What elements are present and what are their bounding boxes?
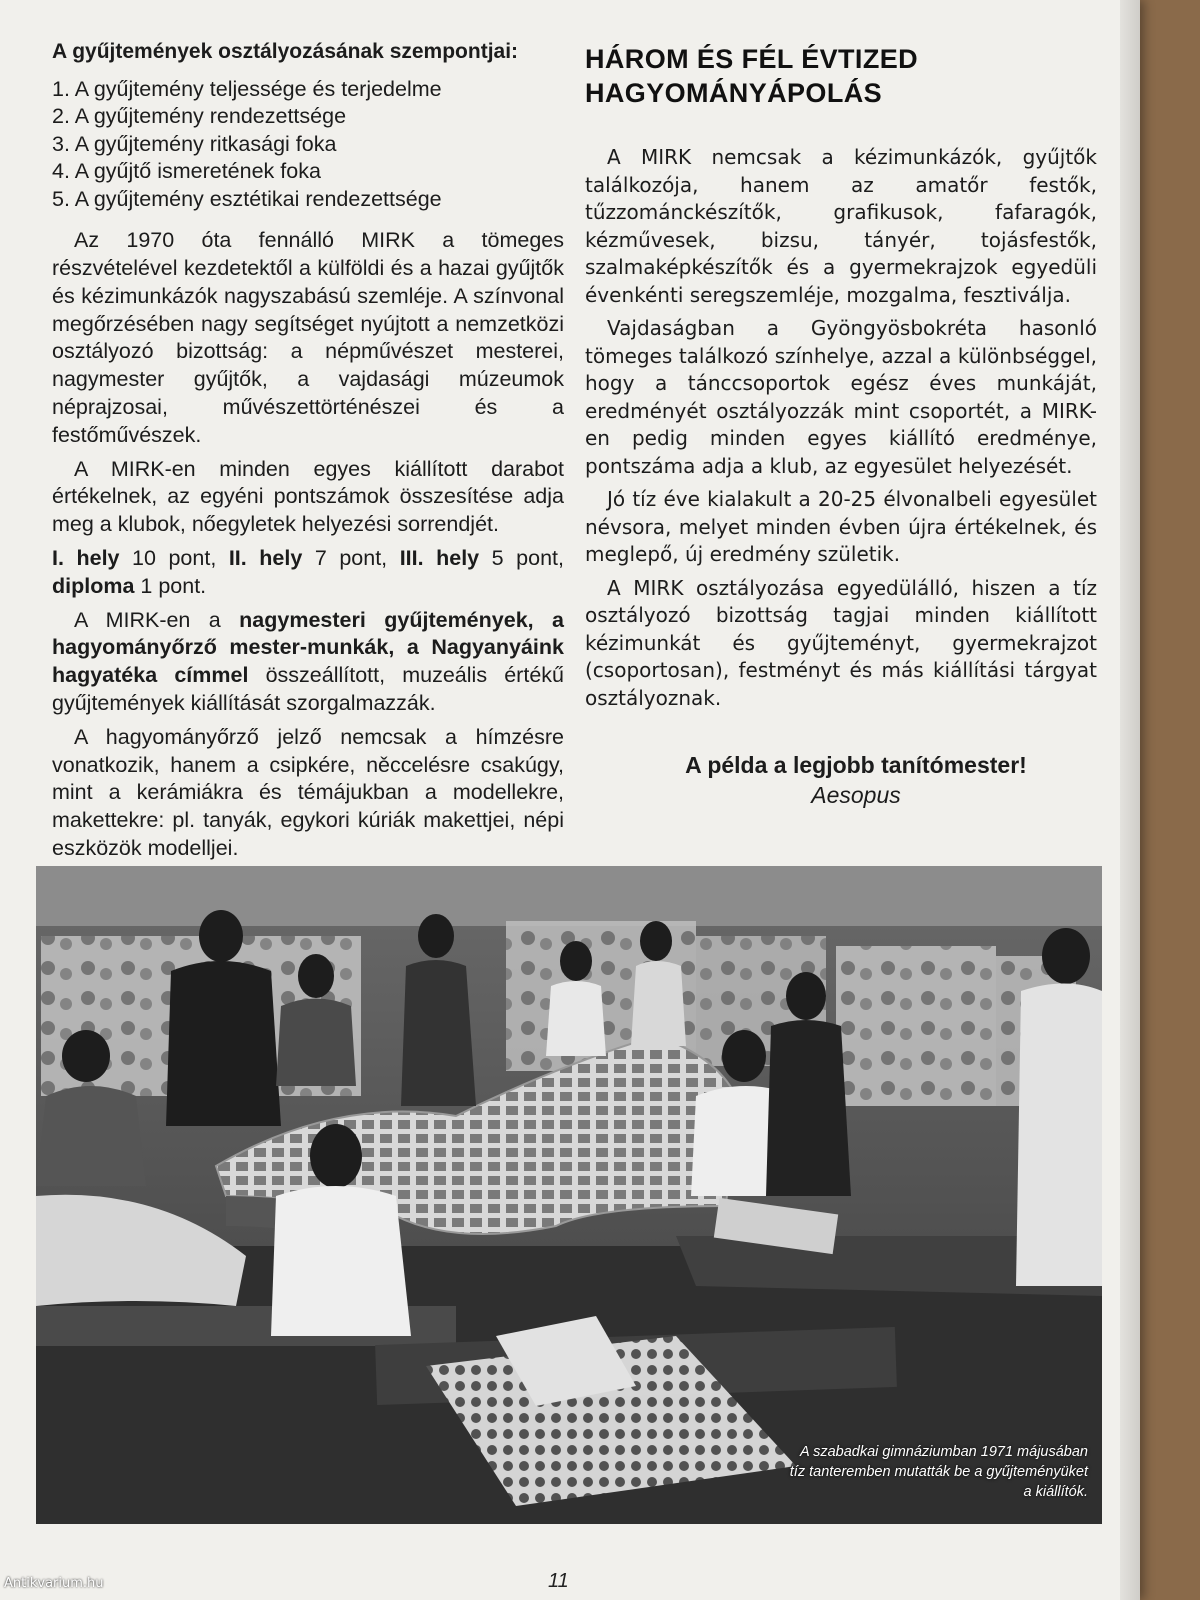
criteria-item: 1. A gyűjtemény teljessége és terjedelme: [52, 76, 442, 101]
third-place-points: 5 pont,: [479, 546, 564, 571]
quote-author: Aesopus: [811, 782, 901, 808]
exhibition-photo: [36, 866, 1102, 1524]
paragraph-tradition: A hagyományőrző jelző nemcsak a hímzésre vonatkozik, hanem a csipkére, něccelésre csakúgy, mint a kerámiákra és témájukban a modellekre, makettekre: pl. tanyák, egykori kúriák makettjei, népi eszközök modelljei.: [52, 724, 564, 861]
first-place-points: 10 pont,: [119, 546, 229, 571]
left-column: [52, 34, 564, 869]
paragraph-scoring: A MIRK-en minden egyes kiállított darabot értékelnek, az egyéni pontszámok összesítése adja meg a klubok, nőegyletek helyezési sorrendjét.: [52, 456, 564, 537]
paragraph-collections: [52, 607, 564, 718]
criteria-list: [52, 76, 564, 214]
criteria-item: 4. A gyűjtő ismeretének foka: [52, 159, 321, 184]
criteria-heading: A gyűjtemények osztályozásának szempontjai:: [52, 40, 519, 63]
third-place-label: III. hely: [399, 546, 480, 571]
criteria-item: 3. A gyűjtemény ritkasági foka: [52, 131, 337, 156]
diploma-label: diploma: [52, 573, 135, 598]
photo-caption: A szabadkai gimnáziumban 1971 májusában tíz tanteremben mutatták be a gyűjteményüket a kiállítók.: [789, 1444, 1088, 1500]
criteria-item: 2. A gyűjtemény rendezettsége: [52, 104, 347, 129]
first-place-label: I. hely: [52, 546, 120, 571]
para4-suffix: összeállított, muzeális értékű gyűjtemények kiállítását szorgalmazzák.: [52, 663, 564, 716]
article-body: [585, 144, 1097, 712]
paragraph-unique: A MIRK osztályozása egyedülálló, hiszen a tíz osztályozó bizottság tagjai minden kiállított kézimunkát és gyűjteményt, gyermekrajzot (csoportosan), festményt és más kiállítási tárgyat osztályoznak.: [585, 575, 1097, 710]
source-watermark: Antikvarium.hu: [4, 1576, 104, 1591]
diploma-points: 1 pont.: [134, 573, 207, 598]
article-title-line1: HÁROM ÉS FÉL ÉVTIZED: [585, 44, 919, 74]
second-place-points: 7 pont,: [302, 546, 400, 571]
para4-prefix: A MIRK-en a: [74, 607, 240, 632]
right-column: [585, 34, 1097, 810]
page-spine-shadow: [1120, 0, 1140, 1600]
paragraph-ranking: Jó tíz éve kialakult a 20-25 élvonalbeli egyesület névsora, melyet minden évben újra értékelnek, és meglepő, új eredmény születik.: [585, 487, 1097, 566]
paragraph-mirk-meeting: A MIRK nemcsak a kézimunkázók, gyűjtők találkozója, hanem az amatőr festők, tűzzománckészítők, grafikusok, fafaragók, kézművesek, bizsu, tányér, tojásfestők, szalmaképkészítők és a gyermekrajzok egyedüli évenkénti seregszemléje, mozgalma, fesztiválja.: [585, 145, 1097, 307]
paragraph-mirk-history: Az 1970 óta fennálló MIRK a tömeges részvételével kezdetektől a külföldi és a hazai gyűjtők és kézimunkázók nagyszabású szemléje. A színvonal megőrzésében nagy segítséget nyújtott a nemzetközi osztályozó bizottság: a népművészet mesterei, nagymester gyűjtők, a vajdasági múzeumok néprajzosai, művészettörténészei és a festőművészek.: [52, 228, 564, 447]
page-number: 11: [548, 1570, 569, 1592]
quote-block: [615, 750, 1097, 810]
article-title-line2: HAGYOMÁNYÁPOLÁS: [585, 78, 883, 108]
paragraph-points: [52, 545, 564, 601]
paragraph-vojvodina: Vajdaságban a Gyöngyösbokréta hasonló tömeges találkozó színhelye, azzal a különbséggel, hogy a tánccsoportok egész éves munkáját, eredményét osztályozzák mint csoportét, a MIRK-en pedig minden egyes kiállító eredménye, pontszáma adja a klub, az egyesület helyezését.: [585, 316, 1097, 478]
second-place-label: II. hely: [228, 546, 303, 571]
quote-text: A példa a legjobb tanítómester!: [685, 752, 1027, 778]
criteria-item: 5. A gyűjtemény esztétikai rendezettsége: [52, 186, 442, 211]
para4-bold: nagymesteri gyűjtemények, a hagyományőrző mester-munkák, a Nagyanyáink hagyatéka címmel: [52, 607, 564, 688]
article-title: [585, 42, 1097, 110]
exhibition-photo-illustration: [36, 866, 1102, 1524]
